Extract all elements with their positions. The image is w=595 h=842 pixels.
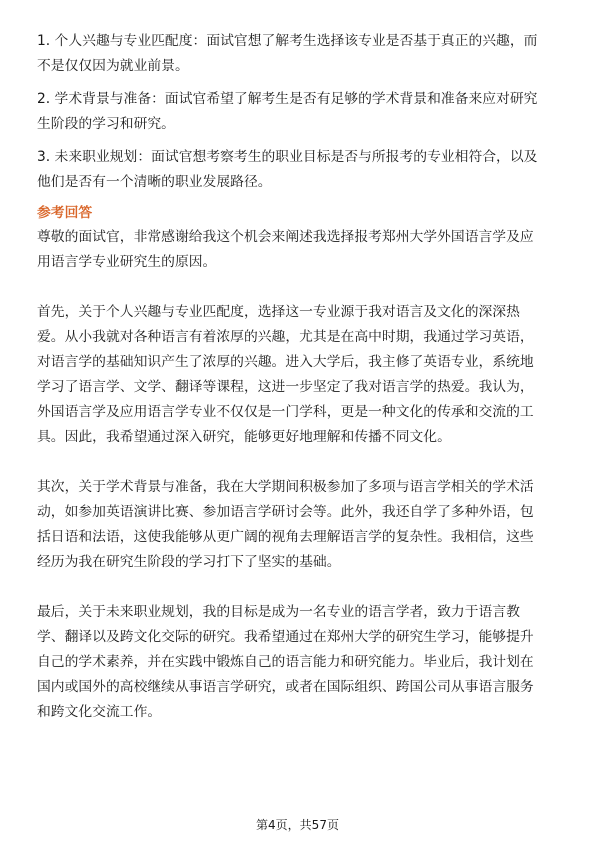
paragraph-interest: 首先，关于个人兴趣与专业匹配度，选择这一专业源于我对语言及文化的深深热 爱。从小我就对各种语言有着浓厚的兴趣，尤其是在高中时期，我通过学习英语， 对语言学的基础知识产生了浓厚的兴趣。进入大学后，我主修了英语专业，系统地 学习了语言学、文学、翻译等课程，这进一步坚定了我对语言学的热爱。我认为， 外国语言学及应用语言学专业不仅仅是一门学科，更是一种文化的传承和交流的工 具。因此，我希望通过深入研究，能够更好地理解和传播不同文化。 <box>37 304 534 445</box>
paragraph-career: 最后，关于未来职业规划，我的目标是成为一名专业的语言学者，致力于语言教 学、翻译以及跨文化交际的研究。我希望通过在郑州大学的研究生学习，能够提升 自己的学术素养，并在实践中锻炼自己的语言能力和研究能力。毕业后，我计划在 国内或国外的高校继续从事语言学研究，或者在国际组织、跨国公司从事语言服务 和跨文化交流工作。 <box>37 604 534 720</box>
greeting-paragraph: 尊敬的面试官，非常感谢给我这个机会来阐述我选择报考郑州大学外国语言学及应 用语言学专业研究生的原因。 <box>37 229 534 270</box>
page-content <box>37 29 561 725</box>
point-item-2: 2. 学术背景与准备：面试官希望了解考生是否有足够的学术背景和准备来应对研究 生阶段的学习和研究。 <box>37 91 538 132</box>
point-item-3: 3. 未来职业规划：面试官想考察考生的职业目标是否与所报考的专业相符合，以及 他们是否有一个清晰的职业发展路径。 <box>37 149 538 190</box>
section-title: 参考回答 <box>37 205 93 221</box>
point-item-1: 1. 个人兴趣与专业匹配度：面试官想了解考生选择该专业是否基于真正的兴趣，而 不是仅仅因为就业前景。 <box>37 33 538 74</box>
paragraph-background: 其次，关于学术背景与准备，我在大学期间积极参加了多项与语言学相关的学术活 动，如参加英语演讲比赛、参加语言学研讨会等。此外，我还自学了多种外语，包 括日语和法语，这使我能够从更广阔的视角去理解语言学的复杂性。我相信，这些 经历为我在研究生阶段的学习打下了坚实的基础。 <box>37 479 534 570</box>
paragraph-gap <box>37 450 561 475</box>
page-number: 第4页，共57页 <box>256 818 339 832</box>
paragraph-gap <box>37 275 561 300</box>
paragraph-gap <box>37 575 561 600</box>
